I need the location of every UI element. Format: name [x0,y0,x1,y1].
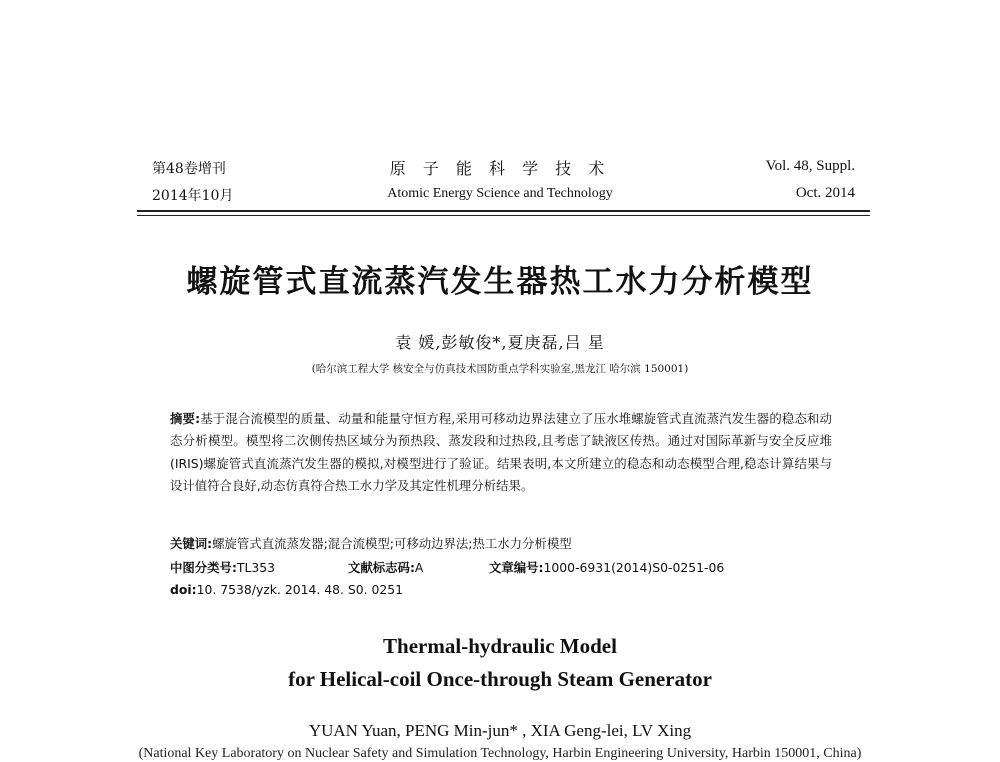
date-en: Oct. 2014 [795,185,855,201]
keywords-text: 螺旋管式直流蒸发器;混合流模型;可移动边界法;热工水力分析模型 [212,536,572,551]
paper-title-en-line1: Thermal-hydraulic Model [383,634,617,658]
header-rule-thin [137,215,870,216]
abstract-cn [170,408,832,498]
clc-number [170,558,275,576]
doi-line [170,582,403,597]
publication-date-cn: 2014年10月 [152,188,234,204]
affiliation-cn: (哈尔滨工程大学 核安全与仿真技术国防重点学科实验室,黑龙江 哈尔滨 150001) [311,363,689,375]
volume-issue: 第48卷增刊 [152,161,226,177]
journal-name-cn: 原 子 能 科 学 技 术 [389,159,611,178]
article-number-label: 文章编号: [489,560,544,575]
article-number-value: 1000-6931(2014)S0-0251-06 [543,560,725,575]
document-code-value: A [414,560,424,575]
paper-title-en-line2: for Helical-coil Once-through Steam Generator [288,667,712,691]
paper-title-cn: 螺旋管式直流蒸汽发生器热工水力分析模型 [186,264,814,300]
document-code-label: 文献标志码: [348,560,415,575]
journal-name-en: Atomic Energy Science and Technology [387,186,613,201]
clc-label: 中图分类号: [170,560,237,575]
document-code [348,558,423,576]
keywords-label: 关键词: [170,536,213,551]
doi-label: doi: [170,582,197,597]
authors-en: YUAN Yuan, PENG Min-jun* , XIA Geng-lei, LV Xing [308,721,692,740]
keywords-line [170,534,572,552]
clc-value: TL353 [236,560,276,575]
authors-cn: 袁 媛,彭敏俊*,夏庚磊,吕 星 [395,333,605,352]
article-number [489,558,724,576]
abstract-text: 基于混合流模型的质量、动量和能量守恒方程,采用可移动边界法建立了压水堆螺旋管式直流蒸汽发生器的稳态和动态分析模型。模型将二次侧传热区域分为预热段、蒸发段和过热段,且考虑了缺液区传热。通过对国际革新与安全反应堆(IRIS)螺旋管式直流蒸汽发生器的模拟,对模型进行了验证。结果表明,本文所建立的稳态和动态模型合理,稳态计算结果与设计值符合良好,动态仿真符合热工水力学及其定性机理分析结果。 [170,411,832,494]
volume-en: Vol. 48, Suppl. [765,158,855,174]
doi-value: 10. 7538/yzk. 2014. 48. S0. 0251 [196,582,404,597]
abstract-label: 摘要: [170,411,201,426]
header-rule-thick [137,210,870,212]
affiliation-en-partial: (National Key Laboratory on Nuclear Safety and Simulation Technology, Harbin Engineering University, Harbin 150001, China) [138,746,862,761]
